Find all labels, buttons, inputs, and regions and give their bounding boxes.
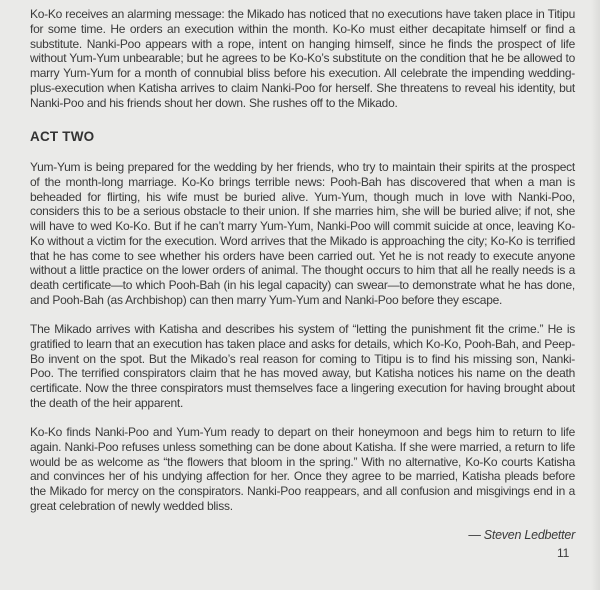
act-two-heading: ACT TWO xyxy=(30,129,95,145)
act-one-synopsis-paragraph: Ko-Ko receives an alarming message: the Mikado has noticed that no executions have taken place in Titipu for some time. He orders an execution within the month. Ko-Ko must either decapitate himself or find a substitute. Nanki-Poo appears with a rope, intent on hanging himself, since he finds the prospect of life without Yum-Yum unbearable; but he agrees to be Ko-Ko’s substitute on the condition that he be allowed to marry Yum-Yum for a month of connubial bliss before his execution. All celebrate the impending wedding-plus-execution when Katisha arrives to claim Nanki-Poo for herself. She threatens to reveal his identity, but Nanki-Poo and his friends shout her down. She rushes off to the Mikado. xyxy=(30,7,575,110)
act-two-paragraph-3: Ko-Ko finds Nanki-Poo and Yum-Yum ready to depart on their honeymoon and begs him to return to life again. Nanki-Poo refuses unless something can be done about Katisha. If she were married, a return to life would be as welcome as “the flowers that bloom in the spring.” With no alternative, Ko-Ko courts Katisha and convinces her of his undying affection for her. Once they agree to be married, Katisha pleads before the Mikado for mercy on the conspirators. Nanki-Poo reappears, and all confusion and misgivings end in a great celebration of newly wedded bliss. xyxy=(30,425,575,513)
act-two-paragraph-2: The Mikado arrives with Katisha and describes his system of “letting the punishment fit the crime.” He is gratified to learn that an execution has taken place and asks for details, which Ko-Ko, Pooh-Bah, and Peep-Bo invent on the spot. But the Mikado’s real reason for coming to Titipu is to find his missing son, Nanki-Poo. The terrified conspirators claim that he has moved away, but Katisha notices his name on the death certificate. Now the three conspirators must themselves face a lingering execution for having brought about the death of the heir apparent. xyxy=(30,322,575,410)
author-attribution: — Steven Ledbetter xyxy=(468,528,575,542)
act-two-paragraph-1: Yum-Yum is being prepared for the wedding by her friends, who try to maintain their spirits at the prospect of the month-long marriage. Ko-Ko brings terrible news: Pooh-Bah has discovered that when a man is beheaded for flirting, his wife must be buried alive. Yum-Yum, though much in love with Nanki-Poo, considers this to be a serious obstacle to their union. If she marries him, she will be buried alive; if not, she will have to wed Ko-Ko. But if he can’t marry Yum-Yum, Nanki-Poo will commit suicide at once, leaving Ko-Ko without a victim for the execution. Word arrives that the Mikado is approaching the city; Ko-Ko is terrified that he has come to see whether his orders have been carried out. Yet he is not ready to execute anyone without a little practice on the lower orders of animal. The thought occurs to him that all he really needs is a death certificate—to which Pooh-Bah (in his legal capacity) can swear—to demonstrate what he has done, and Pooh-Bah (as Archbishop) can then marry Yum-Yum and Nanki-Poo before they escape. xyxy=(30,160,575,307)
page-number: 11 xyxy=(557,545,569,560)
